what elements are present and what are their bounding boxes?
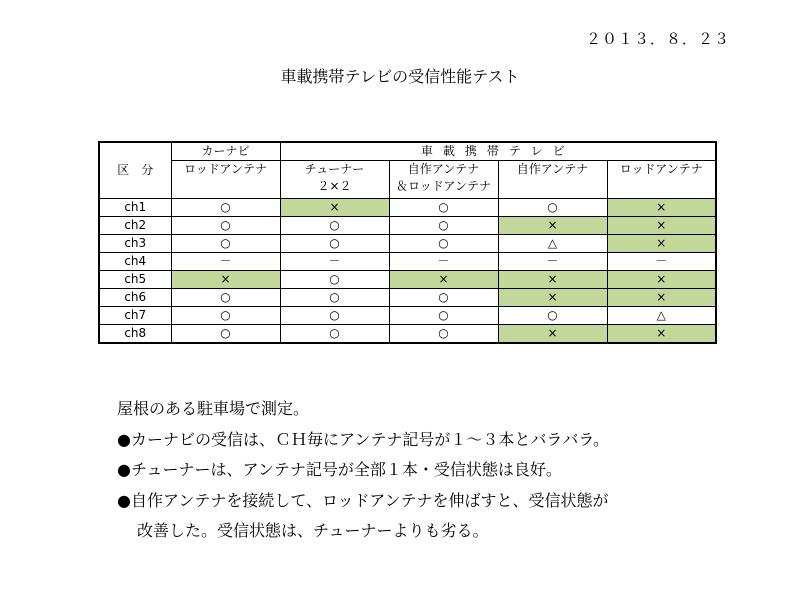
result-cell: × [171, 271, 280, 289]
header-sharyo-keitai-tv: 車載携帯テレビ [280, 142, 716, 161]
result-cell: × [607, 289, 716, 307]
channel-label: ch3 [99, 235, 171, 253]
result-cell: ○ [498, 307, 607, 325]
header-row-2 [99, 161, 716, 199]
result-cell: ○ [171, 217, 280, 235]
result-cell: △ [498, 235, 607, 253]
note-line: 改善した。受信状態は、チューナーよりも劣る。 [137, 521, 489, 540]
result-cell: ○ [498, 199, 607, 217]
result-cell: ○ [171, 199, 280, 217]
result-cell: × [607, 235, 716, 253]
result-cell: ○ [171, 307, 280, 325]
note-line: ●チューナーは、アンテナ記号が全部１本・受信状態は良好。 [117, 460, 562, 479]
result-cell: ○ [389, 289, 498, 307]
channel-label: ch6 [99, 289, 171, 307]
table-row [99, 325, 716, 344]
channel-label: ch8 [99, 325, 171, 344]
header-kubun: 区 分 [99, 142, 171, 199]
table-row [99, 253, 716, 271]
header-row-1 [99, 142, 716, 161]
result-cell: ○ [389, 199, 498, 217]
note-line: ●カーナビの受信は、ＣＨ毎にアンテナ記号が１～３本とバラバラ。 [117, 429, 610, 449]
table-row [99, 307, 716, 325]
table-row [99, 199, 716, 217]
result-cell: ○ [171, 289, 280, 307]
result-cell: － [607, 253, 716, 271]
result-cell: ○ [280, 325, 389, 344]
result-cell: × [280, 199, 389, 217]
header-col-tuner: チューナー ２×２ [280, 161, 389, 199]
result-cell: ○ [389, 235, 498, 253]
result-cell: × [498, 271, 607, 289]
result-cell: × [498, 289, 607, 307]
header-col-homemade: 自作アンテナ [498, 161, 607, 199]
result-cell: △ [607, 307, 716, 325]
result-cell: × [607, 199, 716, 217]
result-cell: ○ [171, 325, 280, 344]
notes [117, 394, 609, 547]
result-cell: － [498, 253, 607, 271]
result-cell: ○ [280, 271, 389, 289]
result-cell: ○ [171, 235, 280, 253]
channel-label: ch5 [99, 271, 171, 289]
note-line: 屋根のある駐車場で測定。 [117, 399, 310, 418]
results-table [98, 141, 717, 344]
date: ２０１３．８．２３ [586, 30, 731, 48]
result-cell: ○ [280, 217, 389, 235]
table-row [99, 289, 716, 307]
result-cell: ○ [280, 289, 389, 307]
table-row [99, 271, 716, 289]
result-cell: ○ [389, 307, 498, 325]
result-cell: ○ [280, 307, 389, 325]
result-cell: ○ [280, 235, 389, 253]
result-cell: － [389, 253, 498, 271]
channel-label: ch4 [99, 253, 171, 271]
header-col-rod-antenna-1: ロッドアンテナ [171, 161, 280, 199]
channel-label: ch1 [99, 199, 171, 217]
table-row [99, 217, 716, 235]
note-line: ●自作アンテナを接続して、ロッドアンテナを伸ばすと、受信状態が [117, 490, 609, 510]
table-row [99, 235, 716, 253]
channel-label: ch2 [99, 217, 171, 235]
result-cell: × [607, 325, 716, 344]
result-cell: ○ [389, 217, 498, 235]
result-cell: × [607, 217, 716, 235]
result-cell: － [280, 253, 389, 271]
result-cell: × [498, 217, 607, 235]
header-col-homemade-rod: 自作アンテナ ＆ロッドアンテナ [389, 161, 498, 199]
channel-label: ch7 [99, 307, 171, 325]
result-cell: × [607, 271, 716, 289]
result-cell: × [389, 271, 498, 289]
header-carnavi: カーナビ [171, 142, 280, 161]
page-title: 車載携帯テレビの受信性能テスト [280, 67, 520, 86]
result-cell: × [498, 325, 607, 344]
result-cell: ○ [389, 325, 498, 344]
header-col-rod-antenna-2: ロッドアンテナ [607, 161, 716, 199]
result-cell: － [171, 253, 280, 271]
